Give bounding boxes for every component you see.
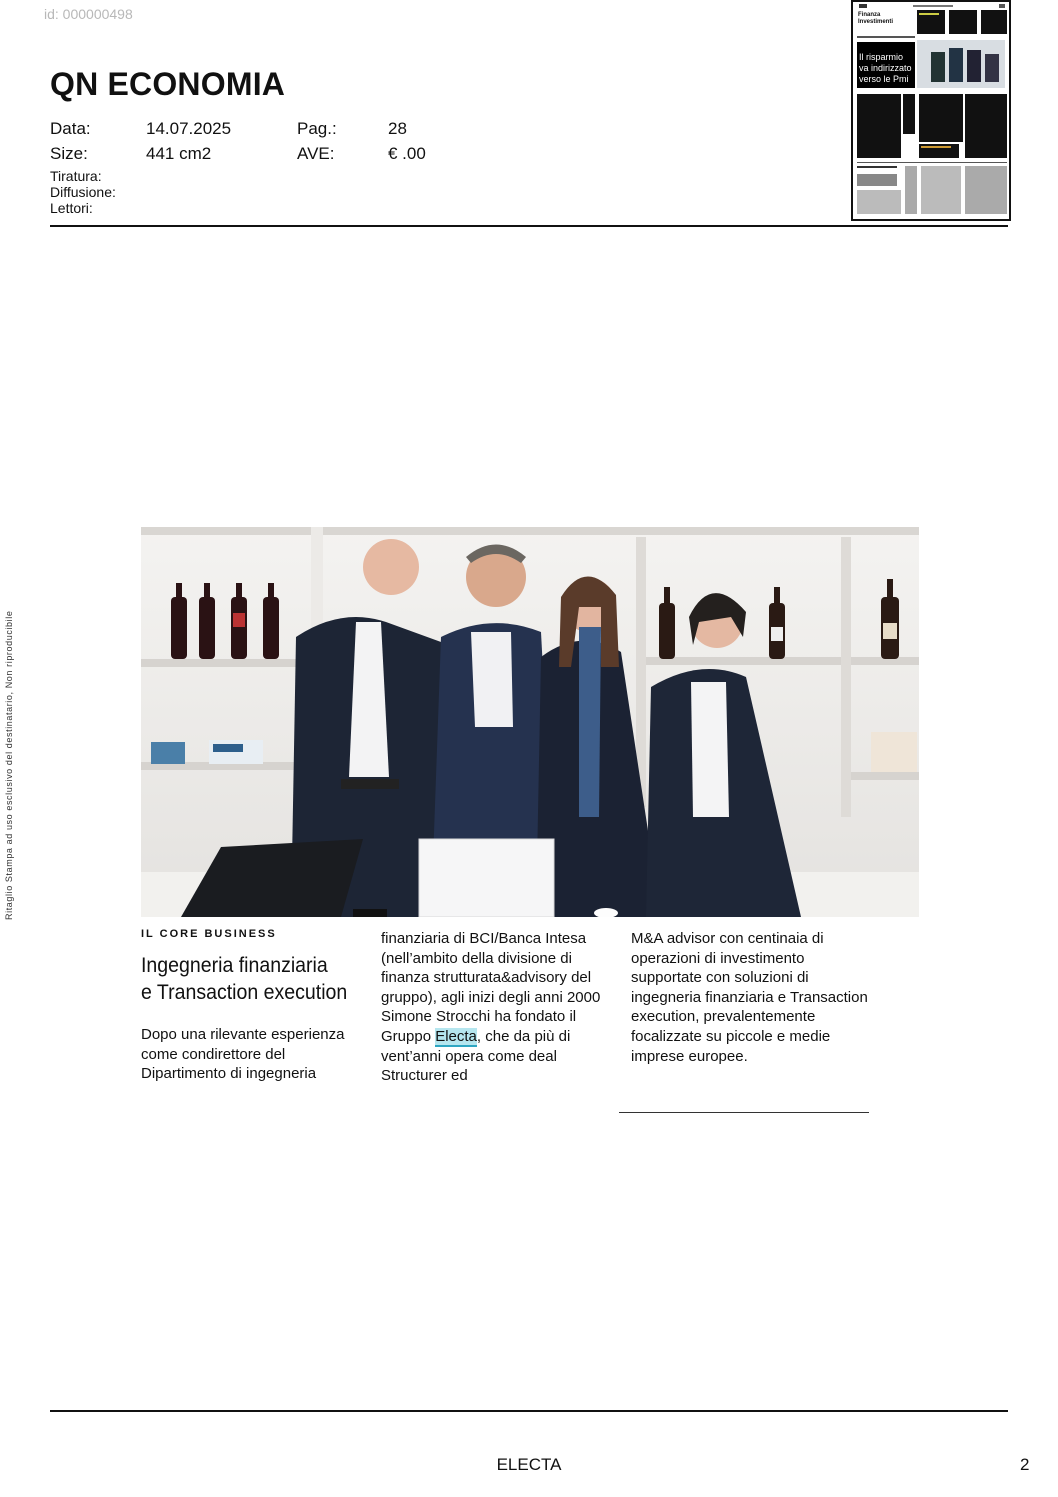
footer-client-name: ELECTA <box>496 1455 562 1474</box>
article-column-1 <box>141 1025 373 1084</box>
size-value: 441 cm2 <box>146 144 212 163</box>
article-photo <box>141 527 919 917</box>
thumbnail-graphic <box>853 2 1009 219</box>
tiratura-label: Tiratura: <box>50 168 102 184</box>
publication-title: QN ECONOMIA <box>50 66 286 102</box>
header-divider <box>50 225 1008 227</box>
thumbnail-feature-line3: verso le Pmi <box>859 74 909 84</box>
document-id: id: 000000498 <box>44 6 133 22</box>
thumbnail-section-subtitle: Investimenti <box>858 19 894 25</box>
size-label: Size: <box>50 144 88 163</box>
page-number: 2 <box>1020 1455 1030 1474</box>
article-column-2 <box>381 929 616 1086</box>
ave-label: AVE: <box>297 144 335 163</box>
thumbnail-feature-line2: va indirizzato <box>859 63 912 73</box>
thumbnail-section-title: Finanza <box>858 12 881 18</box>
headline-line-1: Ingegneria finanziaria <box>141 954 328 977</box>
data-value: 14.07.2025 <box>146 119 232 138</box>
column-2-text-start: finanziaria di BCI/Banca Intesa (nell’ambito della divisione di finanza strutturata&advisory del gruppo), agli inizi degli anni 2000 Simone Strocchi ha fondato il Gruppo <box>381 930 601 1045</box>
column-2-text-end: , che da più di vent’anni opera come deal Structurer ed <box>381 1027 571 1085</box>
lettori-label: Lettori: <box>50 200 93 216</box>
footer-divider <box>50 1410 1008 1412</box>
data-label: Data: <box>50 119 91 138</box>
column-3-text: M&A advisor con centinaia di operazioni di investimento supportate con soluzioni di ingegneria finanziaria e Transaction execution, prevalentemente focalizzate su piccole e medie imprese europee. <box>631 930 868 1065</box>
copyright-note: Ritaglio Stampa ad uso esclusivo del destinatario, Non riproducibile <box>4 610 14 920</box>
article-column-3 <box>631 929 871 1066</box>
ave-value: € .00 <box>388 144 426 163</box>
diffusione-label: Diffusione: <box>50 184 116 200</box>
thumbnail-feature-line1: Il risparmio <box>859 52 904 62</box>
team-photo-illustration <box>141 527 919 917</box>
highlighted-keyword: Electa <box>435 1027 477 1045</box>
page-thumbnail <box>851 0 1011 221</box>
column-2-text <box>381 929 616 1086</box>
pag-label: Pag.: <box>297 119 337 138</box>
article-headline <box>141 952 364 1006</box>
column-1-text: Dopo una rilevante esperienza come condirettore del Dipartimento di ingegneria <box>141 1026 345 1083</box>
pag-value: 28 <box>388 119 407 138</box>
article-kicker: IL CORE BUSINESS <box>141 928 277 940</box>
headline-line-2: e Transaction execution <box>141 981 348 1004</box>
article-end-rule <box>619 1112 869 1113</box>
